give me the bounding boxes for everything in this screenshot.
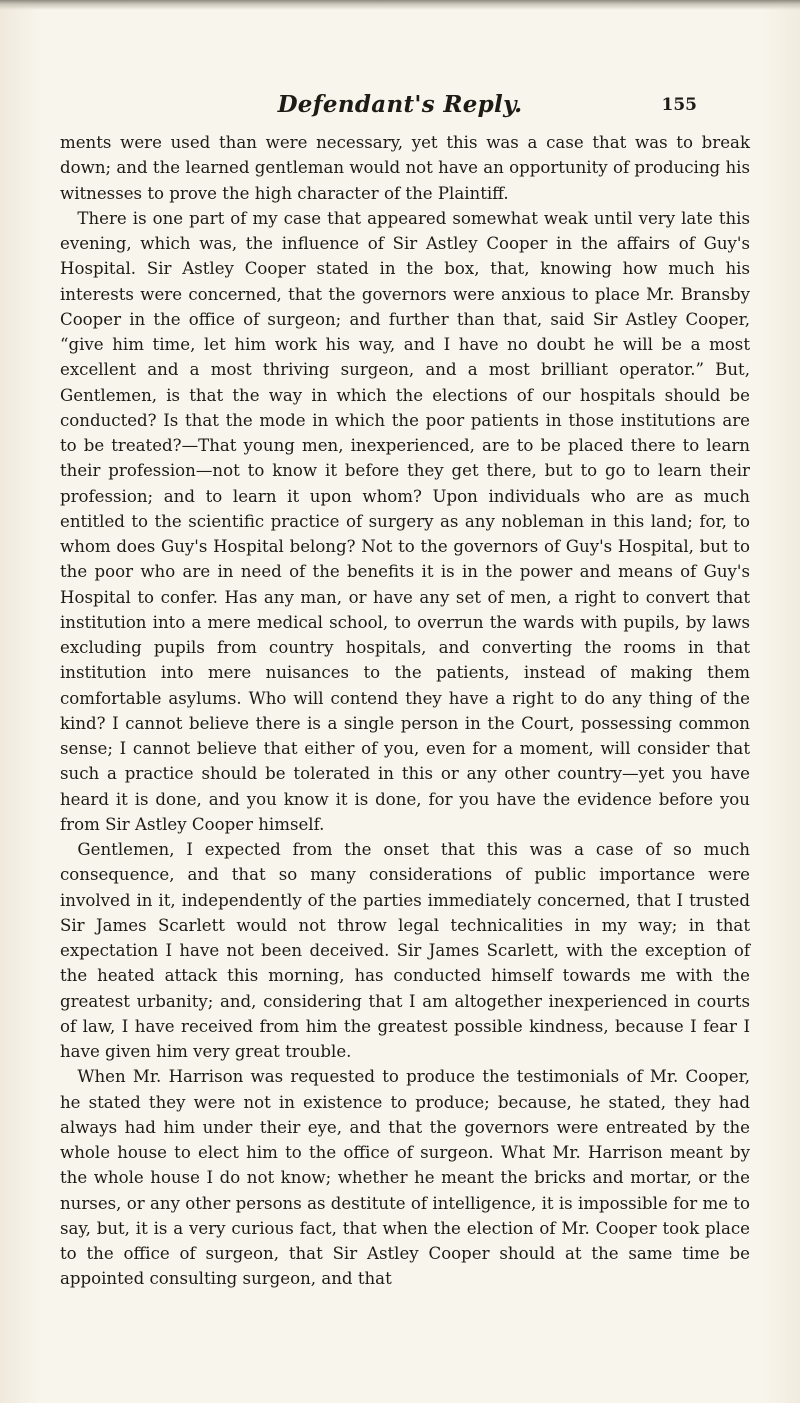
page-edge-shadow <box>0 0 800 10</box>
paragraph-continued: ments were used than were necessary, yet this was a case that was to break down; and the learned gentleman would not have an opportunity of producing his witnesses to prove the high character of the Plaintiff. <box>60 133 750 203</box>
running-title: Defendant's Reply. <box>277 91 523 118</box>
running-head <box>0 91 800 131</box>
body-text <box>60 130 750 1292</box>
paragraph: There is one part of my case that appeared somewhat weak until very late this evening, which was, the influence of Sir Astley Cooper in the affairs of Guy's Hospital. Sir Astley Cooper stated in the box, that, knowing how much his interests were concerned, that the governors were anxious to place Mr. Bransby Cooper in the office of surgeon; and further than that, said Sir Astley Cooper, “give him time, let him work his way, and I have no doubt he will be a most excellent and a most thriving surgeon, and a most brilliant operator.” But, Gentlemen, is that the way in which the elections of our hospitals should be conducted? Is that the mode in which the poor patients in those institutions are to be treated?—That young men, inexperienced, are to be placed there to learn their profession—not to know it before they get there, but to go to learn their profession; and to learn it upon whom? Upon individuals who are as much entitled to the scientific practice of surgery as any nobleman in this land; for, to whom does Guy's Hospital belong? Not to the governors of Guy's Hospital, but to the poor who are in need of the benefits it is in the power and means of Guy's Hospital to confer. Has any man, or have any set of men, a right to convert that institution into a mere medical school, to overrun the wards with pupils, by laws excluding pupils from country hospitals, and converting the rooms in that institution into mere nuisances to the patients, instead of making them comfortable asylums. Who will contend they have a right to do any thing of the kind? I cannot believe there is a single person in the Court, possessing common sense; I cannot believe that either of you, even for a moment, will consider that such a practice should be tolerated in this or any other country—yet you have heard it is done, and you know it is done, for you have the evidence before you from Sir Astley Cooper himself. <box>60 208 750 834</box>
page-number: 155 <box>661 95 697 115</box>
paragraph: When Mr. Harrison was requested to produce the testimonials of Mr. Cooper, he stated they were not in existence to produce; because, he stated, they had always had him under their eye, and that the governors were entreated by the whole house to elect him to the office of surgeon. What Mr. Harrison meant by the whole house I do not know; whether he meant the bricks and mortar, or the nurses, or any other persons as destitute of intelligence, it is impossible for me to say, but, it is a very curious fact, that when the election of Mr. Cooper took place to the office of surgeon, that Sir Astley Cooper should at the same time be appointed consulting surgeon, and that <box>60 1067 750 1289</box>
paragraph: Gentlemen, I expected from the onset that this was a case of so much consequence, and that so many considerations of public importance were involved in it, independently of the parties immediately concerned, that I trusted Sir James Scarlett would not throw legal technicalities in my way; in that expectation I have not been deceived. Sir James Scarlett, with the exception of the heated attack this morning, has conducted himself towards me with the greatest urbanity; and, considering that I am altogether inexperienced in courts of law, I have received from him the greatest possible kindness, because I fear I have given him very great trouble. <box>60 840 750 1061</box>
